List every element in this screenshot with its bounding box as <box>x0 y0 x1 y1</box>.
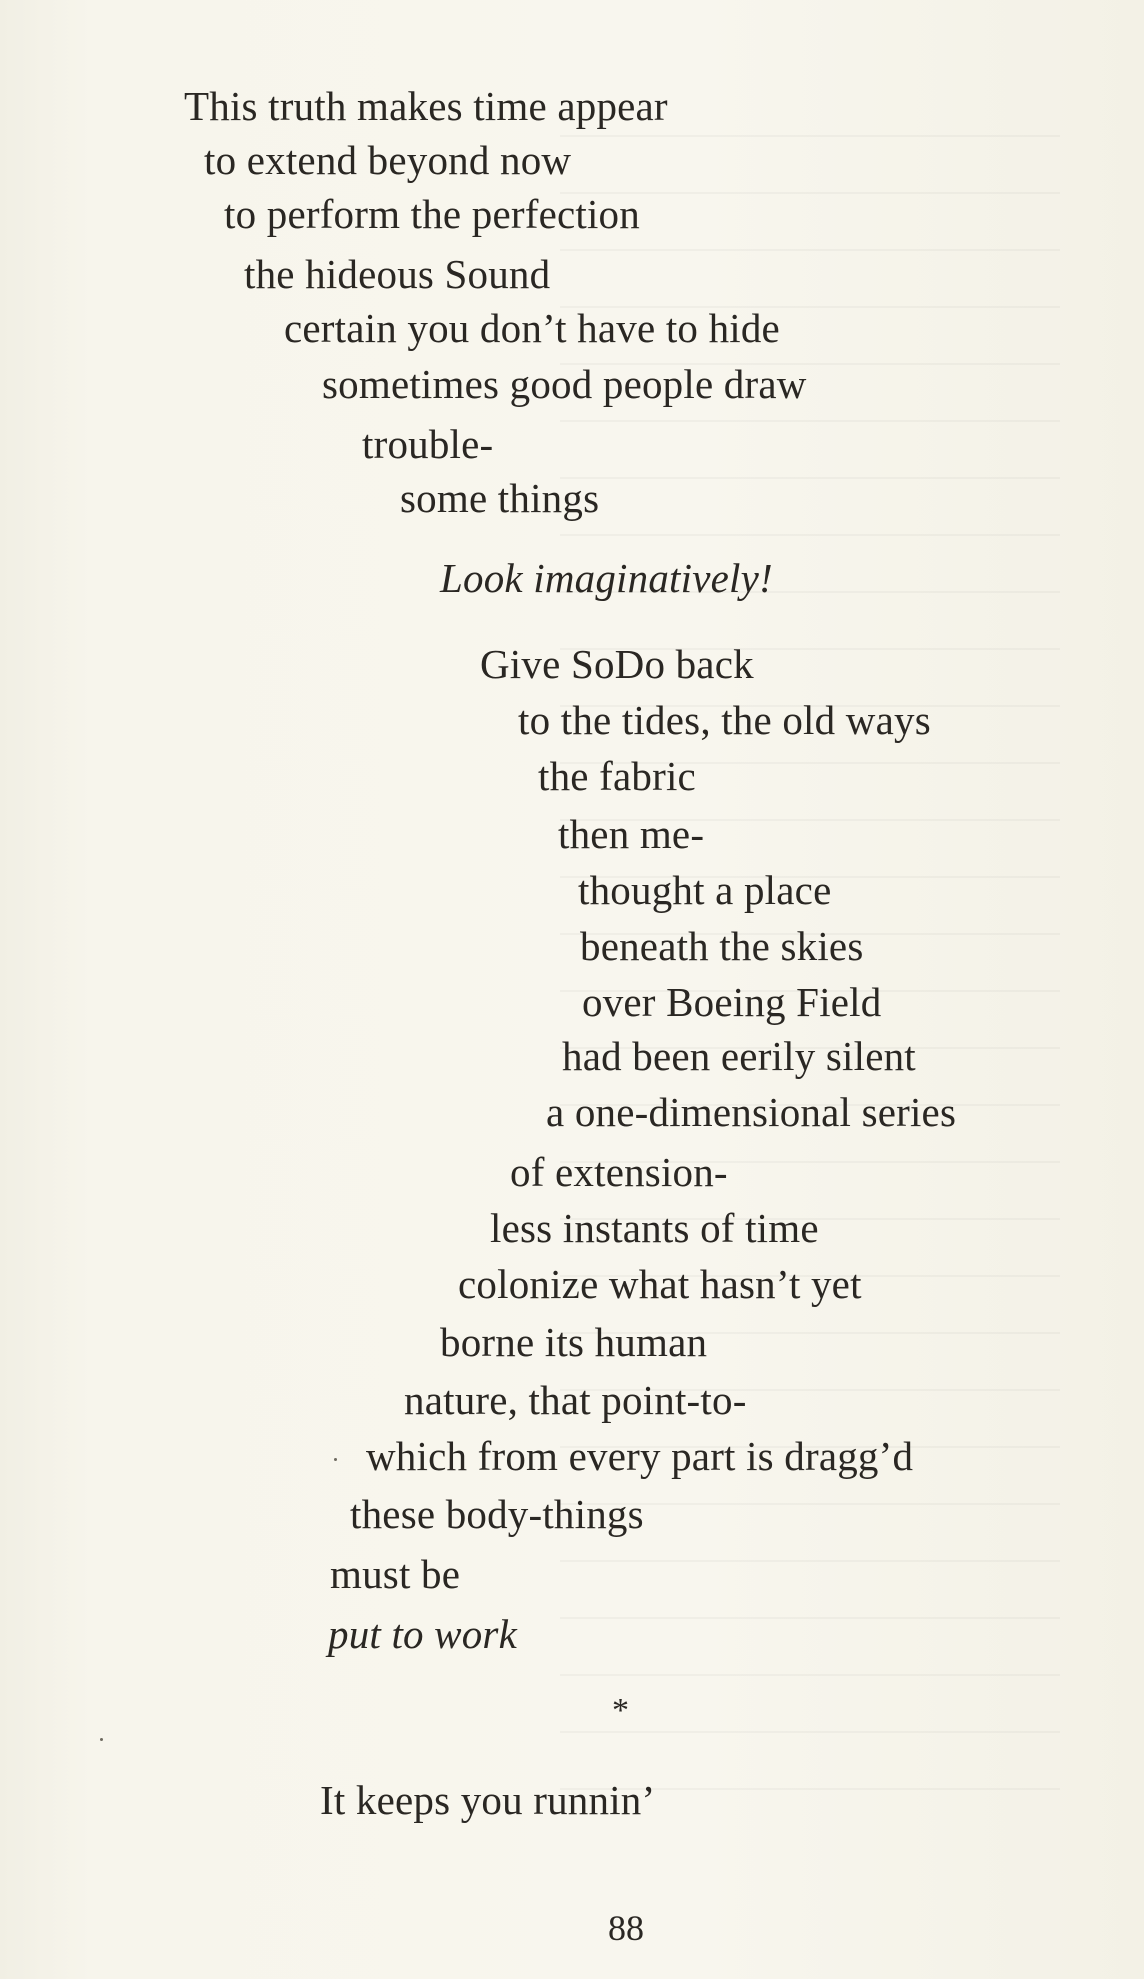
poem-line: Give SoDo back <box>480 641 754 687</box>
paper-speck <box>334 1458 337 1461</box>
poem-line: of extension- <box>510 1149 728 1195</box>
poem-line: This truth makes time appear <box>184 83 668 129</box>
poem-line: to the tides, the old ways <box>518 697 931 743</box>
poem-line: certain you don’t have to hide <box>284 305 780 351</box>
poem-line: to perform the perfection <box>224 191 640 237</box>
paper-speck <box>100 1738 103 1741</box>
poem-emphasis-line: put to work <box>328 1611 517 1657</box>
poem-line: borne its human <box>440 1319 708 1365</box>
poem-line: thought a place <box>578 867 832 913</box>
poem-line: trouble- <box>362 421 494 467</box>
poem-line: some things <box>400 475 600 521</box>
poem-line: had been eerily silent <box>562 1033 916 1079</box>
poem-line: nature, that point-to- <box>404 1377 747 1423</box>
poem-line: the hideous Sound <box>244 251 551 297</box>
poem-line: the fabric <box>538 753 696 799</box>
poem-line: colonize what hasn’t yet <box>458 1261 862 1307</box>
poem-final-line: It keeps you runnin’ <box>320 1777 656 1823</box>
page-number: 88 <box>608 1908 644 1948</box>
poem-line: sometimes good people draw <box>322 361 807 407</box>
poem-line: over Boeing Field <box>582 979 882 1025</box>
poem-emphasis-line: Look imaginatively! <box>440 555 773 601</box>
section-separator: * <box>612 1692 629 1729</box>
poem-line: which from every part is dragg’d <box>366 1433 914 1479</box>
poem-line: a one-dimensional series <box>546 1089 957 1135</box>
poem-line: beneath the skies <box>580 923 864 969</box>
poem-line: less instants of time <box>490 1205 819 1251</box>
poem-line: these body-things <box>350 1491 644 1537</box>
poem-line: must be <box>330 1551 461 1597</box>
poem-line: to extend beyond now <box>204 137 572 183</box>
poem-line: then me- <box>558 811 705 857</box>
